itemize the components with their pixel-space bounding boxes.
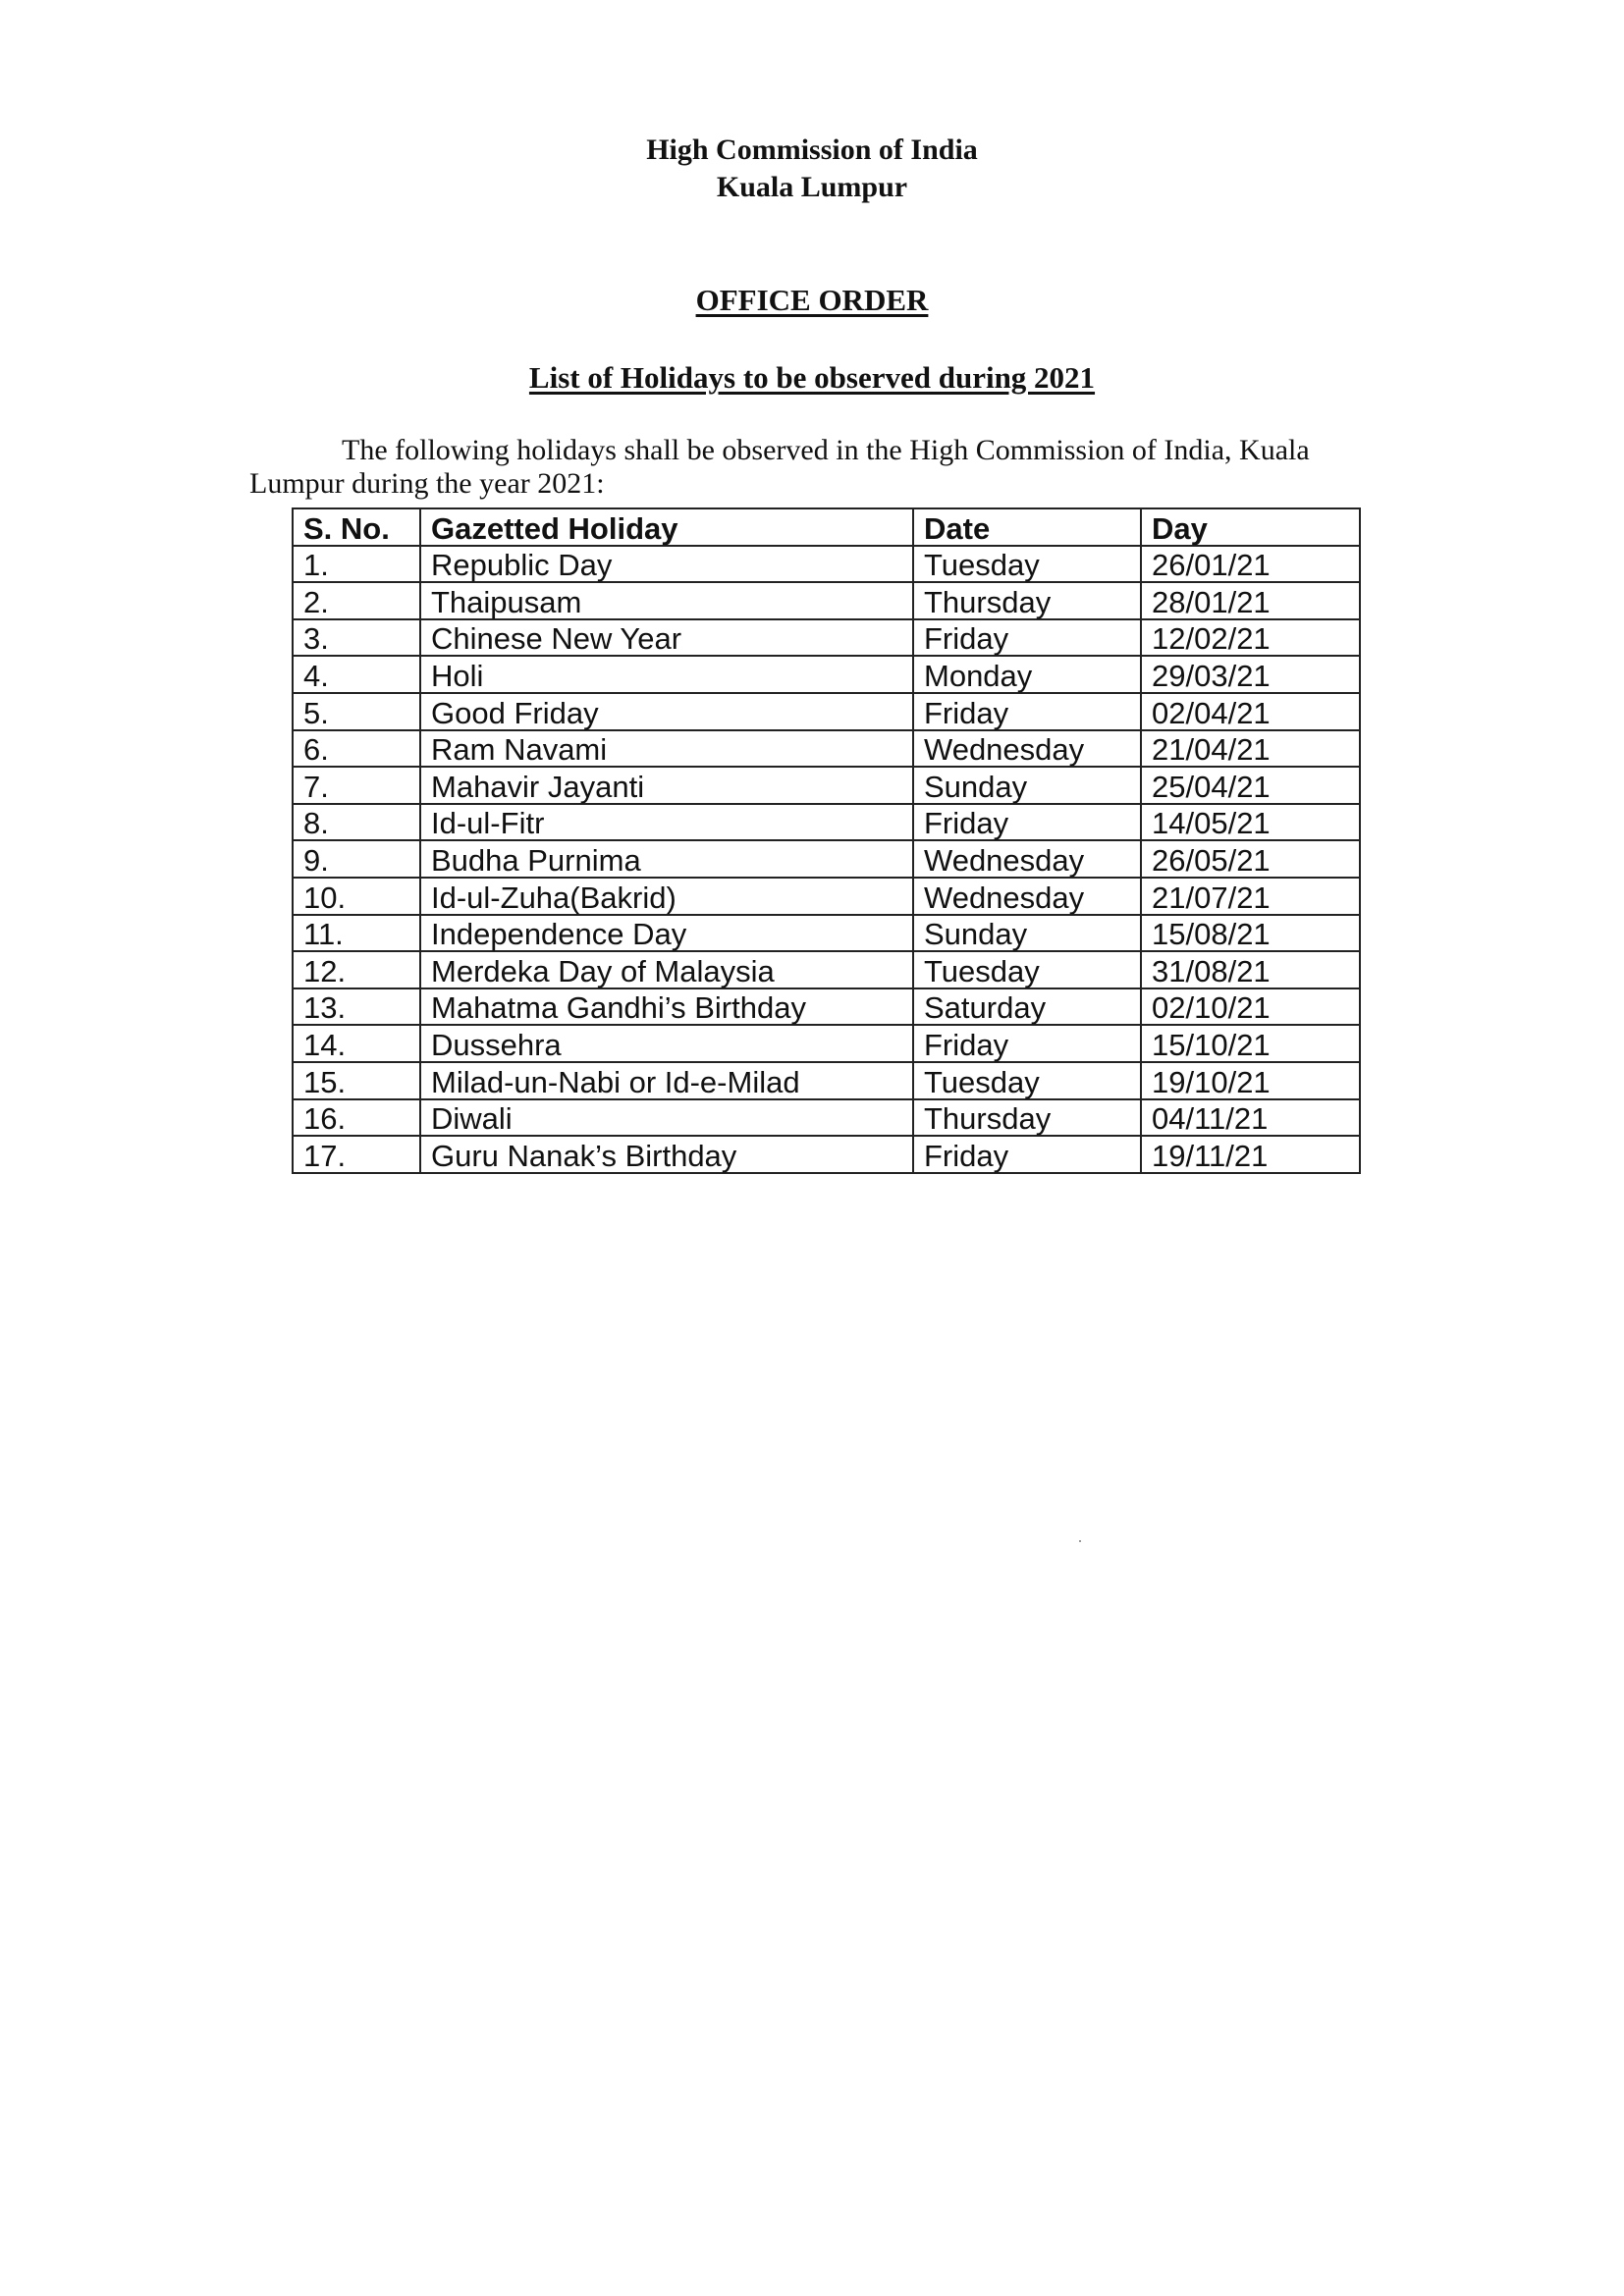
- date-cell: Friday: [913, 619, 1141, 657]
- day-cell: 14/05/21: [1141, 804, 1360, 841]
- holiday-table-body: [293, 546, 1360, 1173]
- holiday-name-cell: Id-ul-Zuha(Bakrid): [420, 878, 913, 915]
- organization-name: High Commission of India: [646, 133, 978, 166]
- serial-number-cell: 5.: [293, 693, 420, 730]
- serial-number-cell: 6.: [293, 730, 420, 768]
- date-cell: Wednesday: [913, 730, 1141, 768]
- holiday-name-cell: Mahatma Gandhi’s Birthday: [420, 988, 913, 1026]
- header-gazetted-holiday: Gazetted Holiday: [420, 508, 913, 546]
- holiday-name-cell: Holi: [420, 656, 913, 693]
- day-cell: 21/04/21: [1141, 730, 1360, 768]
- holiday-name-cell: Dussehra: [420, 1025, 913, 1062]
- holiday-name-cell: Merdeka Day of Malaysia: [420, 951, 913, 988]
- table-row: [293, 730, 1360, 768]
- table-row: [293, 619, 1360, 657]
- organization-header: [0, 132, 1624, 206]
- serial-number-cell: 16.: [293, 1099, 420, 1137]
- day-cell: 26/01/21: [1141, 546, 1360, 583]
- date-cell: Friday: [913, 1025, 1141, 1062]
- table-row: [293, 878, 1360, 915]
- day-cell: 19/10/21: [1141, 1062, 1360, 1099]
- header-day: Day: [1141, 508, 1360, 546]
- date-cell: Friday: [913, 1136, 1141, 1173]
- day-cell: 25/04/21: [1141, 767, 1360, 804]
- holiday-name-cell: Budha Purnima: [420, 840, 913, 878]
- day-cell: 29/03/21: [1141, 656, 1360, 693]
- day-cell: 15/08/21: [1141, 915, 1360, 952]
- header-serial-number: S. No.: [293, 508, 420, 546]
- serial-number-cell: 9.: [293, 840, 420, 878]
- date-cell: Tuesday: [913, 546, 1141, 583]
- header-date: Date: [913, 508, 1141, 546]
- table-header-row: [293, 508, 1360, 546]
- serial-number-cell: 1.: [293, 546, 420, 583]
- holiday-list-title: List of Holidays to be observed during 2021: [528, 360, 1096, 395]
- serial-number-cell: 11.: [293, 915, 420, 952]
- day-cell: 12/02/21: [1141, 619, 1360, 657]
- serial-number-cell: 2.: [293, 582, 420, 619]
- table-row: [293, 693, 1360, 730]
- day-cell: 28/01/21: [1141, 582, 1360, 619]
- serial-number-cell: 7.: [293, 767, 420, 804]
- table-row: [293, 1062, 1360, 1099]
- date-cell: Wednesday: [913, 840, 1141, 878]
- serial-number-cell: 14.: [293, 1025, 420, 1062]
- day-cell: 21/07/21: [1141, 878, 1360, 915]
- holiday-name-cell: Chinese New Year: [420, 619, 913, 657]
- serial-number-cell: 4.: [293, 656, 420, 693]
- holiday-name-cell: Milad-un-Nabi or Id-e-Milad: [420, 1062, 913, 1099]
- table-row: [293, 988, 1360, 1026]
- holiday-name-cell: Ram Navami: [420, 730, 913, 768]
- table-row: [293, 1025, 1360, 1062]
- day-cell: 04/11/21: [1141, 1099, 1360, 1137]
- date-cell: Sunday: [913, 915, 1141, 952]
- office-order-title: OFFICE ORDER: [695, 283, 929, 317]
- holiday-table: [292, 507, 1361, 1174]
- serial-number-cell: 12.: [293, 951, 420, 988]
- table-row: [293, 546, 1360, 583]
- serial-number-cell: 8.: [293, 804, 420, 841]
- table-row: [293, 804, 1360, 841]
- date-cell: Friday: [913, 804, 1141, 841]
- day-cell: 02/04/21: [1141, 693, 1360, 730]
- serial-number-cell: 17.: [293, 1136, 420, 1173]
- table-row: [293, 1136, 1360, 1173]
- table-row: [293, 767, 1360, 804]
- table-row: [293, 582, 1360, 619]
- serial-number-cell: 3.: [293, 619, 420, 657]
- date-cell: Sunday: [913, 767, 1141, 804]
- holiday-name-cell: Mahavir Jayanti: [420, 767, 913, 804]
- day-cell: 19/11/21: [1141, 1136, 1360, 1173]
- table-row: [293, 656, 1360, 693]
- holiday-name-cell: Good Friday: [420, 693, 913, 730]
- day-cell: 02/10/21: [1141, 988, 1360, 1026]
- holiday-name-cell: Id-ul-Fitr: [420, 804, 913, 841]
- scan-speck: [1079, 1540, 1081, 1542]
- date-cell: Wednesday: [913, 878, 1141, 915]
- holiday-name-cell: Guru Nanak’s Birthday: [420, 1136, 913, 1173]
- table-row: [293, 951, 1360, 988]
- date-cell: Monday: [913, 656, 1141, 693]
- serial-number-cell: 10.: [293, 878, 420, 915]
- holiday-name-cell: Republic Day: [420, 546, 913, 583]
- date-cell: Tuesday: [913, 1062, 1141, 1099]
- day-cell: 26/05/21: [1141, 840, 1360, 878]
- holiday-name-cell: Diwali: [420, 1099, 913, 1137]
- table-row: [293, 840, 1360, 878]
- date-cell: Tuesday: [913, 951, 1141, 988]
- date-cell: Thursday: [913, 582, 1141, 619]
- table-row: [293, 1099, 1360, 1137]
- serial-number-cell: 13.: [293, 988, 420, 1026]
- date-cell: Thursday: [913, 1099, 1141, 1137]
- serial-number-cell: 15.: [293, 1062, 420, 1099]
- intro-paragraph: The following holidays shall be observed in the High Commission of India, Kuala Lumpur during the year 2021:: [249, 434, 1310, 500]
- date-cell: Saturday: [913, 988, 1141, 1026]
- day-cell: 15/10/21: [1141, 1025, 1360, 1062]
- day-cell: 31/08/21: [1141, 951, 1360, 988]
- holiday-name-cell: Thaipusam: [420, 582, 913, 619]
- date-cell: Friday: [913, 693, 1141, 730]
- holiday-name-cell: Independence Day: [420, 915, 913, 952]
- table-row: [293, 915, 1360, 952]
- organization-location: Kuala Lumpur: [716, 171, 908, 203]
